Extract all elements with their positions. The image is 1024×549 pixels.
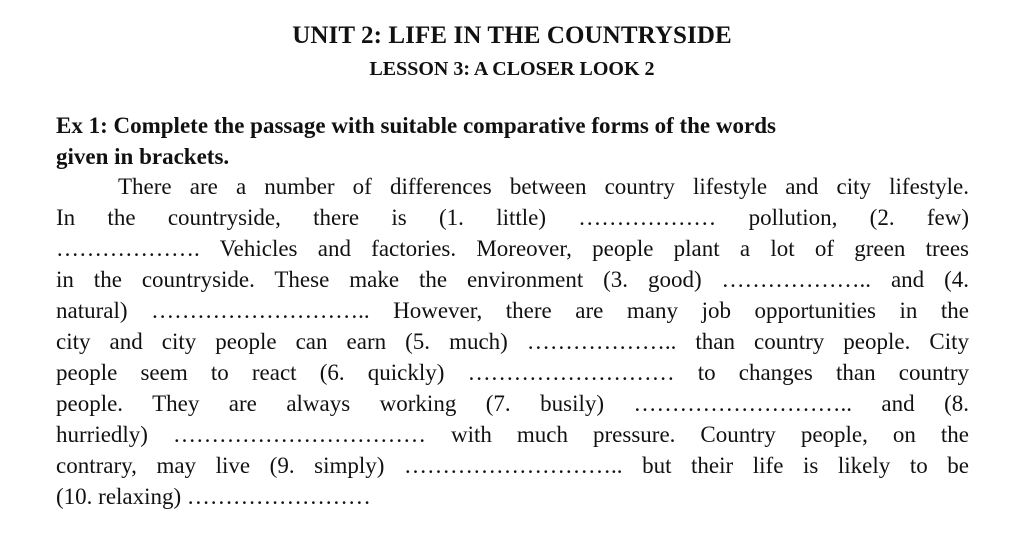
passage-line: city and city people can earn (5. much) ……………….. than country people. City <box>56 329 969 354</box>
passage-line: people seem to react (6. quickly) ……………………… to changes than country <box>56 360 969 385</box>
exercise-instruction-line-2: given in brackets. <box>56 144 230 169</box>
passage-line: contrary, may live (9. simply) ……………………….. but their life is likely to be <box>56 453 969 478</box>
lesson-title: LESSON 3: A CLOSER LOOK 2 <box>369 58 655 80</box>
passage-line: hurriedly) …………………………… with much pressure. Country people, on the <box>56 422 969 447</box>
passage-line: in the countryside. These make the environment (3. good) ……………….. and (4. <box>56 267 969 292</box>
passage-line: ………………. Vehicles and factories. Moreover, people plant a lot of green trees <box>56 236 969 261</box>
passage-line: natural) ……………………….. However, there are many job opportunities in the <box>56 298 969 323</box>
passage-line: In the countryside, there is (1. little) ……………… pollution, (2. few) <box>56 205 969 230</box>
passage-line: There are a number of differences between country lifestyle and city lifestyle. <box>118 174 969 199</box>
unit-title: UNIT 2: LIFE IN THE COUNTRYSIDE <box>292 22 732 49</box>
exercise-instruction-line-1: Ex 1: Complete the passage with suitable comparative forms of the words <box>56 113 776 138</box>
passage-line: (10. relaxing) …………………… <box>56 484 371 509</box>
passage-line: people. They are always working (7. busily) ……………………….. and (8. <box>56 391 969 416</box>
